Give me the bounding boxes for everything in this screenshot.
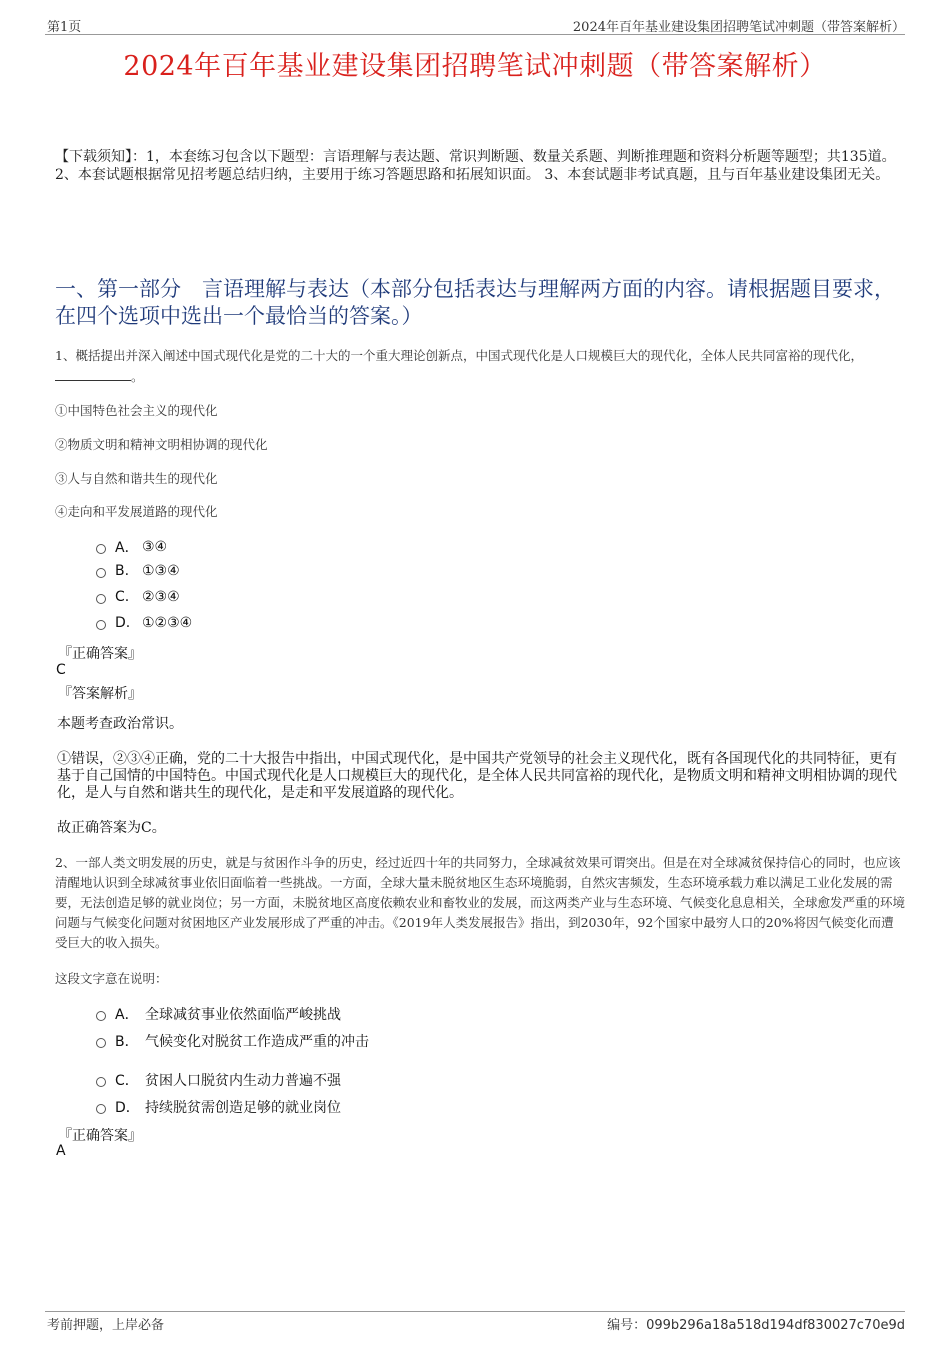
q1-analysis-conclusion: 故正确答案为C。 — [57, 820, 166, 836]
choice-text: 贫困人口脱贫内生动力普遍不强 — [145, 1073, 341, 1089]
footer-code-value: 099b296a18a518d194df830027c70e9d — [646, 1318, 905, 1333]
choice-text: ③④ — [142, 539, 168, 555]
radio-icon[interactable] — [96, 620, 106, 630]
q2-choice-a[interactable] — [96, 1004, 341, 1024]
radio-icon[interactable] — [96, 544, 106, 554]
choice-text: 全球减贫事业依然面临严峻挑战 — [145, 1007, 341, 1023]
footer-slogan: 考前押题，上岸必备 — [47, 1318, 165, 1333]
radio-icon[interactable] — [96, 1011, 106, 1021]
q1-answer-heading: 『正确答案』 — [58, 646, 142, 662]
question-1-item-4: ④走向和平发展道路的现代化 — [55, 504, 218, 519]
page-number: 第1页 — [47, 20, 82, 35]
page-title: 2024年百年基业建设集团招聘笔试冲刺题（带答案解析） — [123, 51, 827, 82]
footer-code — [607, 1314, 905, 1333]
choice-text: 持续脱贫需创造足够的就业岗位 — [145, 1100, 341, 1116]
answer-blank — [55, 366, 131, 381]
q1-choice-d[interactable] — [96, 615, 192, 631]
footer-divider — [45, 1311, 905, 1312]
choice-text: ①③④ — [142, 563, 180, 579]
q2-answer-heading: 『正确答案』 — [58, 1128, 142, 1144]
question-1-item-1: ①中国特色社会主义的现代化 — [55, 403, 218, 418]
question-1-stem — [55, 346, 905, 387]
choice-text: ②③④ — [142, 589, 180, 605]
question-1-item-2: ②物质文明和精神文明相协调的现代化 — [55, 437, 268, 452]
choice-label: A． — [115, 540, 139, 556]
download-notice: 【下载须知】：1，本套练习包含以下题型：言语理解与表达题、常识判断题、数量关系题、判断推理题和资料分析题等题型；共135道。 2、本套试题根据常见招考题总结归纳，主要用于练习答题思路和拓展知识面。 3、本套试题非考试真题，且与百年基业建设集团无关。 — [55, 149, 896, 183]
q2-answer: A — [56, 1143, 66, 1159]
radio-icon[interactable] — [96, 594, 106, 604]
question-1-stem-text: 1、概括提出并深入阐述中国式现代化是党的二十大的一个重大理论创新点，中国式现代化是人口规模巨大的现代化，全体人民共同富裕的现代化， — [55, 348, 863, 363]
choice-label: B. — [115, 563, 130, 579]
q2-choice-c[interactable] — [96, 1070, 341, 1090]
choice-label: D． — [115, 1100, 140, 1116]
question-2-prompt: 这段文字意在说明： — [55, 971, 168, 986]
section-heading: 一、第一部分 言语理解与表达（本部分包括表达与理解两方面的内容。请根据题目要求，在四个选项中选出一个最恰当的答案。） — [55, 277, 895, 328]
question-1-stem-end: 。 — [131, 369, 144, 384]
choice-label: A． — [115, 1007, 139, 1023]
header-divider — [45, 34, 905, 35]
header-doc-title: 2024年百年基业建设集团招聘笔试冲刺题（带答案解析） — [572, 20, 905, 35]
q1-choice-c[interactable] — [96, 589, 180, 605]
choice-label: C． — [115, 1073, 139, 1089]
q1-analysis-intro: 本题考查政治常识。 — [57, 716, 183, 732]
choice-label: B． — [115, 1034, 139, 1050]
choice-text: ①②③④ — [142, 615, 193, 631]
radio-icon[interactable] — [96, 568, 106, 578]
q1-answer: C — [56, 662, 66, 678]
radio-icon[interactable] — [96, 1104, 106, 1114]
choice-label: C. — [115, 589, 130, 605]
question-1-item-3: ③人与自然和谐共生的现代化 — [55, 471, 218, 486]
q1-analysis-body: ①错误，②③④正确，党的二十大报告中指出，中国式现代化，是中国共产党领导的社会主义现代化，既有各国现代化的共同特征，更有基于自己国情的中国特色。中国式现代化是人口规模巨大的现代化，是全体人民共同富裕的现代化，是物质文明和精神文明相协调的现代化，是人与自然和谐共生的现代化，是走和平发展道路的现代化。 — [57, 751, 897, 801]
footer-code-label: 编号： — [607, 1318, 647, 1333]
q1-choice-b[interactable] — [96, 563, 180, 579]
radio-icon[interactable] — [96, 1038, 106, 1048]
radio-icon[interactable] — [96, 1077, 106, 1087]
q1-choice-a[interactable] — [96, 537, 167, 557]
choice-label: D. — [115, 615, 131, 631]
question-2-stem: 2、一部人类文明发展的历史，就是与贫困作斗争的历史，经过近四十年的共同努力，全球减贫效果可谓突出。但是在对全球减贫保持信心的同时，也应该清醒地认识到全球减贫事业依旧面临着一些挑战。一方面，全球大量未脱贫地区生态环境脆弱，自然灾害频发，生态环境承载力难以满足工业化发展的需要，无法创造足够的就业岗位；另一方面，未脱贫地区高度依赖农业和畜牧业的发展，而这两类产业与生态环境、气候变化息息相关，全球愈发严重的环境问题与气候变化问题对贫困地区产业发展形成了严重的冲击。《2019年人类发展报告》指出，到2030年，92个国家中最穷人口的20%将因气候变化而遭受巨大的收入损失。 — [55, 855, 906, 950]
choice-text: 气候变化对脱贫工作造成严重的冲击 — [145, 1034, 369, 1050]
q1-analysis-heading: 『答案解析』 — [58, 686, 142, 702]
q2-choice-b[interactable] — [96, 1031, 369, 1051]
q2-choice-d[interactable] — [96, 1097, 341, 1117]
